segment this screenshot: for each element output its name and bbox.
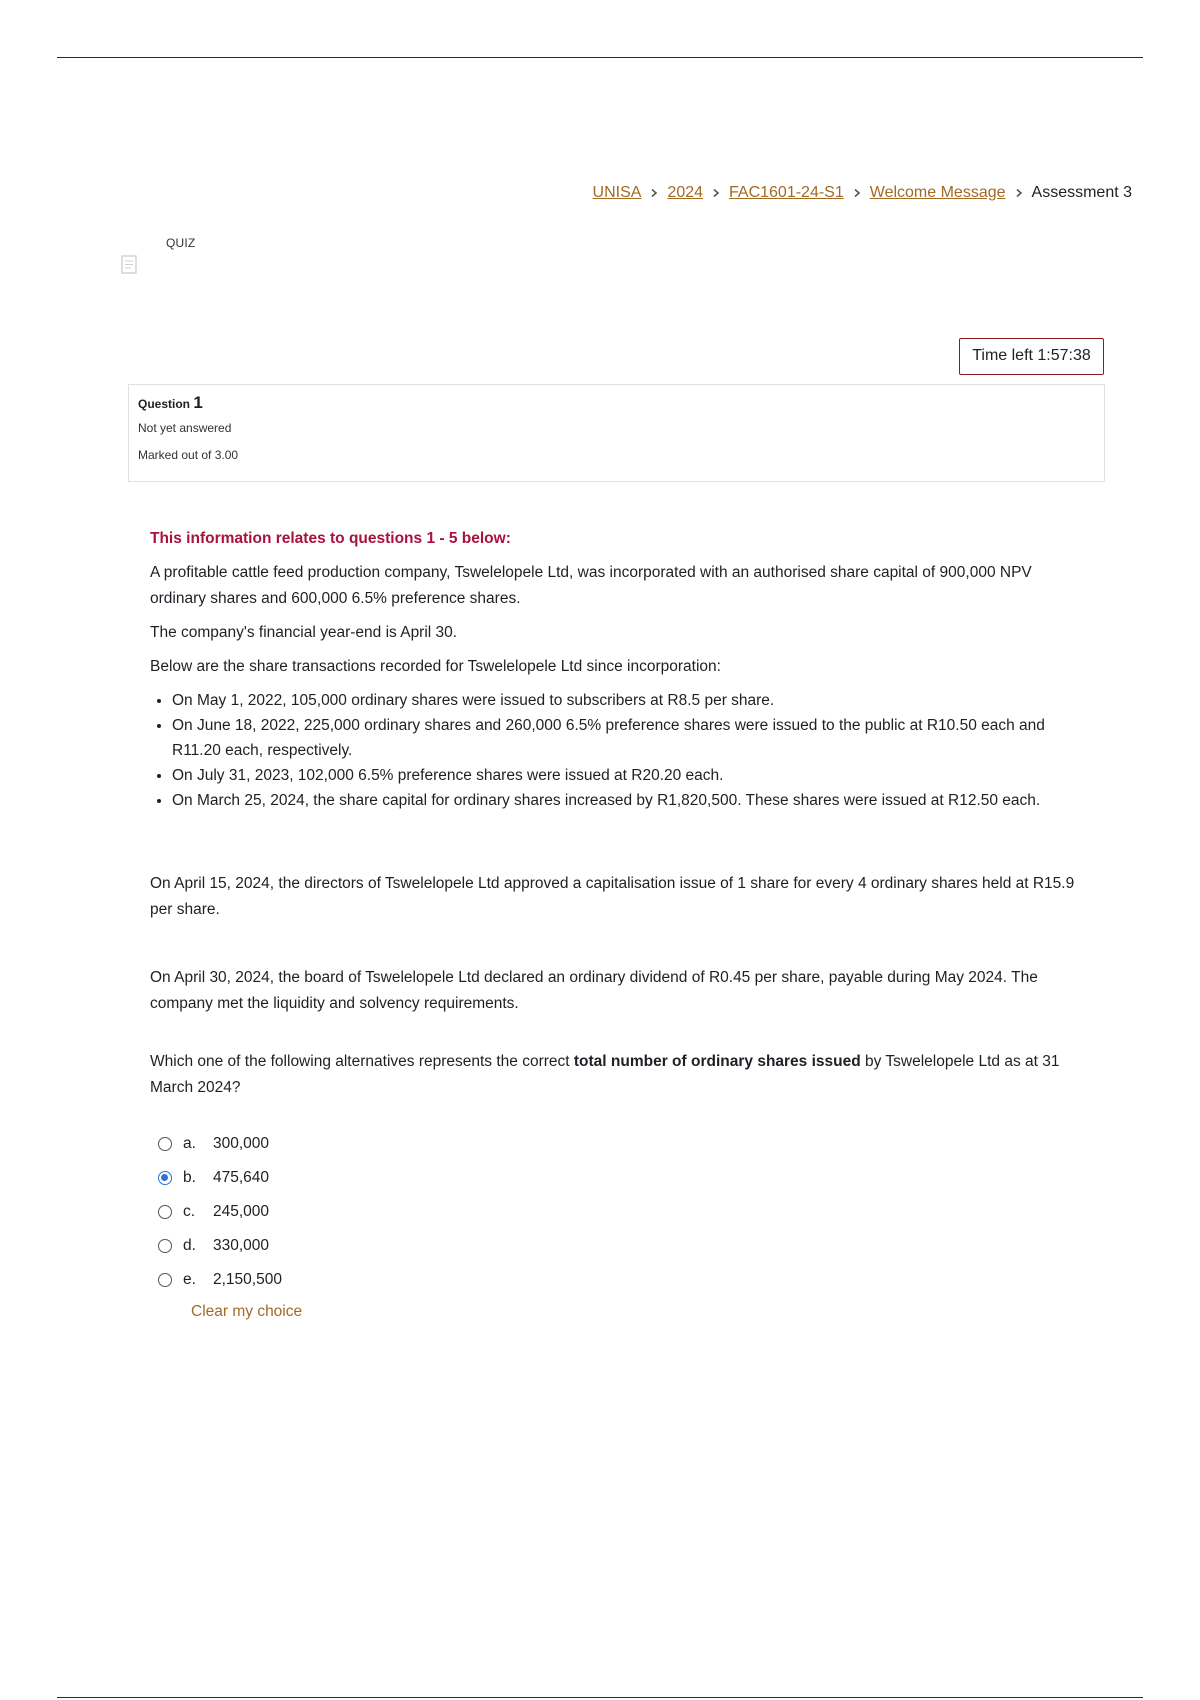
question-title	[138, 393, 1095, 417]
answer-option-c[interactable]	[158, 1195, 1085, 1229]
question-content	[150, 526, 1085, 1325]
breadcrumb-course[interactable]: FAC1601-24-S1	[729, 184, 844, 201]
chevron-right-icon	[641, 184, 667, 202]
quiz-icon	[120, 254, 140, 276]
list-item: • On July 31, 2023, 102,000 6.5% preference shares were issued at R20.20 each.	[172, 763, 1085, 788]
radio-button[interactable]	[158, 1205, 172, 1219]
chevron-right-icon	[703, 184, 729, 202]
list-item: • On May 1, 2022, 105,000 ordinary shares were issued to subscribers at R8.5 per share.	[172, 688, 1085, 713]
answer-value: 330,000	[213, 1237, 270, 1254]
question-text-bold: total number of ordinary shares issued	[573, 1053, 861, 1070]
answer-value: 245,000	[213, 1203, 270, 1220]
breadcrumb	[593, 184, 1132, 202]
radio-button[interactable]	[158, 1273, 172, 1287]
answer-value: 300,000	[213, 1135, 270, 1152]
answer-value: 475,640	[213, 1169, 270, 1186]
answer-letter: a.	[183, 1135, 196, 1152]
clear-choice-link[interactable]: Clear my choice	[191, 1303, 303, 1320]
list-item: • On March 25, 2024, the share capital for ordinary shares increased by R1,820,500. These shares were issued at R12.50 each.	[172, 788, 1085, 813]
answer-options	[150, 1127, 1085, 1325]
info-heading: This information relates to questions 1 - 5 below:	[150, 530, 511, 547]
breadcrumb-unisa[interactable]: UNISA	[592, 184, 642, 201]
radio-button[interactable]	[158, 1137, 172, 1151]
question-number: 1	[193, 393, 203, 412]
top-rule	[57, 57, 1143, 58]
transactions-list	[150, 688, 1085, 813]
question-state: Not yet answered	[138, 421, 232, 435]
answer-option-d[interactable]	[158, 1229, 1085, 1263]
answer-letter: b.	[183, 1169, 196, 1186]
breadcrumb-2024[interactable]: 2024	[667, 184, 704, 201]
question-info-box	[128, 384, 1105, 482]
answer-letter: c.	[183, 1203, 196, 1220]
year-end-paragraph: The company's financial year-end is April 30.	[150, 624, 458, 641]
answer-letter: e.	[183, 1271, 196, 1288]
question-text-post: by Tswelelopele Ltd as at 31 March 2024?	[150, 1053, 1060, 1096]
question-grade: Marked out of 3.00	[138, 448, 239, 462]
intro-paragraph: A profitable cattle feed production company, Tswelelopele Ltd, was incorporated with an authorised share capital of 900,000 NPV ordinary shares and 600,000 6.5% preference shares.	[150, 564, 1032, 607]
chevron-right-icon	[1006, 184, 1032, 202]
answer-option-a[interactable]	[158, 1127, 1085, 1161]
answer-option-b[interactable]	[158, 1161, 1085, 1195]
breadcrumb-current: Assessment 3	[1031, 184, 1132, 201]
radio-button[interactable]	[158, 1239, 172, 1253]
answer-letter: d.	[183, 1237, 196, 1254]
question-text-pre: Which one of the following alternatives represents the correct	[150, 1053, 574, 1070]
capitalisation-paragraph: On April 15, 2024, the directors of Tswelelopele Ltd approved a capitalisation issue of 1 share for every 4 ordinary shares held at R15.9 per share.	[150, 875, 1075, 918]
list-item: • On June 18, 2022, 225,000 ordinary shares and 260,000 6.5% preference shares were issued to the public at R10.50 each and R11.20 each, respectively.	[172, 713, 1085, 763]
answer-option-e[interactable]	[158, 1263, 1085, 1297]
question-label: Question	[138, 397, 191, 411]
dividend-paragraph: On April 30, 2024, the board of Tswelelopele Ltd declared an ordinary dividend of R0.45 per share, payable during May 2024. The company met the liquidity and solvency requirements.	[150, 969, 1038, 1012]
question-text	[150, 1049, 1085, 1101]
breadcrumb-welcome-message[interactable]: Welcome Message	[869, 184, 1006, 201]
transactions-intro: Below are the share transactions recorded for Tswelelopele Ltd since incorporation:	[150, 658, 721, 675]
radio-button[interactable]	[158, 1171, 172, 1185]
chevron-right-icon	[844, 184, 870, 202]
answer-value: 2,150,500	[213, 1271, 282, 1288]
bottom-rule	[57, 1697, 1143, 1698]
activity-type-label: QUIZ	[166, 236, 196, 250]
quiz-timer: Time left 1:57:38	[959, 338, 1104, 375]
